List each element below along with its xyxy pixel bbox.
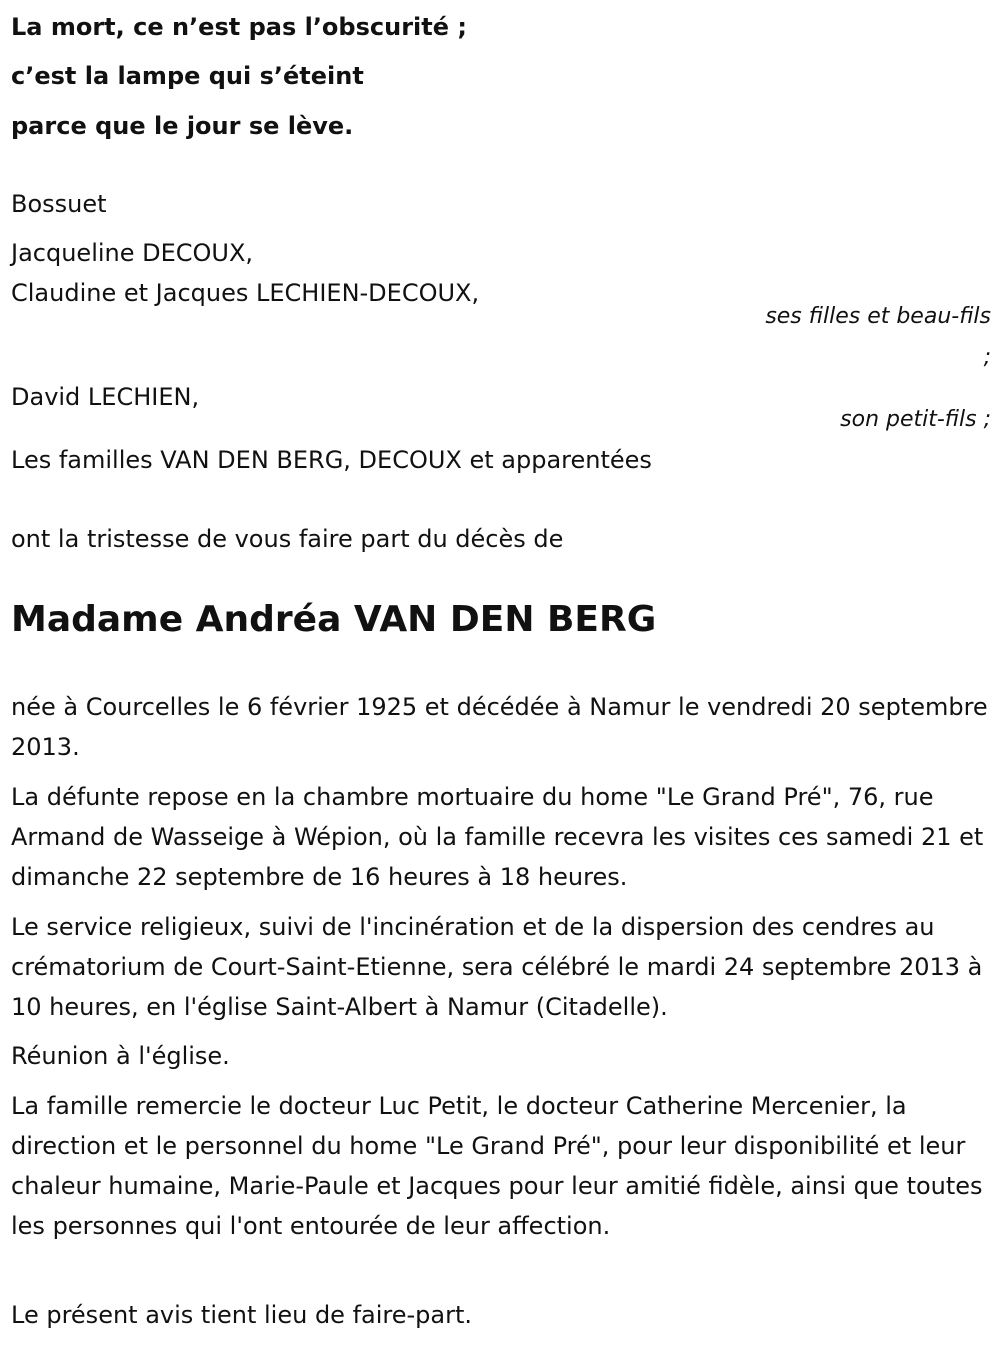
relation-grandson: son petit-fils ; — [840, 407, 991, 432]
paragraph-birth-death: née à Courcelles le 6 février 1925 et décédée à Namur le vendredi 20 septembre 2013. — [11, 693, 988, 761]
quote-author: Bossuet — [11, 190, 107, 218]
relation-daughters-semicolon: ; — [983, 345, 991, 370]
paragraph-service: Le service religieux, suivi de l'incinération et de la dispersion des cendres au crématorium de Court-Saint-Etienne, sera célébré le mardi 24 septembre 2013 à 10 heures, en l'église Saint-Albert à Namur (Citadelle). — [11, 913, 983, 1021]
quote-line-2: c’est la lampe qui s’éteint — [11, 62, 364, 90]
deceased-name: Madame Andréa VAN DEN BERG — [11, 599, 657, 640]
quote-line-1: La mort, ce n’est pas l’obscurité ; — [11, 13, 467, 41]
family-daughter-1: Jacqueline DECOUX, — [11, 239, 254, 267]
family-extended: Les familles VAN DEN BERG, DECOUX et apparentées — [11, 446, 652, 474]
family-daughter-2-couple: Claudine et Jacques LECHIEN-DECOUX, — [11, 279, 480, 307]
announcement-line: ont la tristesse de vous faire part du décès de — [11, 525, 564, 553]
relation-daughters: ses filles et beau-fils — [765, 304, 991, 329]
paragraph-closing: Le présent avis tient lieu de faire-part. — [11, 1301, 473, 1329]
paragraph-reunion: Réunion à l'église. — [11, 1042, 230, 1070]
paragraph-repose: La défunte repose en la chambre mortuaire du home "Le Grand Pré", 76, rue Armand de Wasseige à Wépion, où la famille recevra les visites ces samedi 21 et dimanche 22 septembre de 16 heures à 18 heures. — [11, 783, 984, 891]
paragraph-thanks: La famille remercie le docteur Luc Petit, le docteur Catherine Mercenier, la direction et le personnel du home "Le Grand Pré", pour leur disponibilité et leur chaleur humaine, Marie-Paule et Jacques pour leur amitié fidèle, ainsi que toutes les personnes qui l'ont entourée de leur affection. — [11, 1092, 983, 1240]
quote-line-3: parce que le jour se lève. — [11, 112, 354, 140]
family-grandson: David LECHIEN, — [11, 383, 200, 411]
